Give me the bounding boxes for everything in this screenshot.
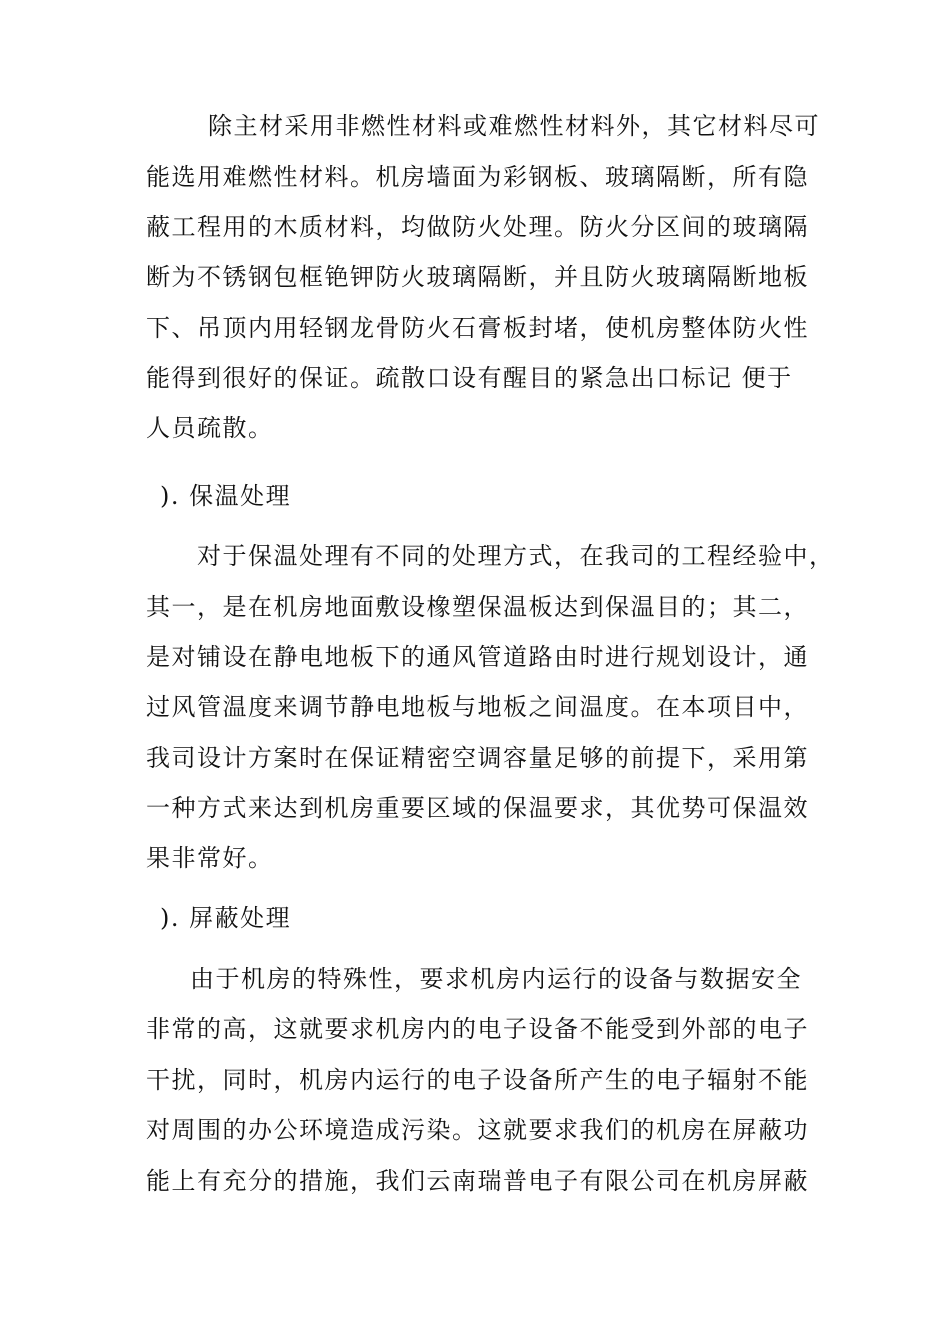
fireproof-line-2: 能选用难燃性材料。机房墙面为彩钢板、玻璃隔断，所有隐: [146, 163, 809, 191]
shielding-heading: ). 屏蔽处理: [160, 904, 292, 932]
shielding-line-5: 能上有充分的措施，我们云南瑞普电子有限公司在机房屏蔽: [146, 1167, 809, 1195]
fireproof-line-6: 能得到很好的保证。疏散口设有醒目的紧急出口标记 便于: [146, 364, 793, 392]
fireproof-line-4: 断为不锈钢包框铯钾防火玻璃隔断，并且防火玻璃隔断地板: [146, 263, 809, 291]
insulation-line-2: 其一，是在机房地面敷设橡塑保温板达到保温目的；其二，: [146, 593, 809, 621]
insulation-line-4: 过风管温度来调节静电地板与地板之间温度。在本项目中，: [146, 693, 809, 721]
shielding-line-1: 由于机房的特殊性，要求机房内运行的设备与数据安全: [190, 965, 802, 993]
insulation-heading: ). 保温处理: [160, 482, 292, 510]
insulation-line-5: 我司设计方案时在保证精密空调容量足够的前提下，采用第: [146, 744, 809, 772]
fireproof-line-5: 下、吊顶内用轻钢龙骨防火石膏板封堵，使机房整体防火性: [146, 314, 809, 342]
insulation-line-1: 对于保温处理有不同的处理方式，在我司的工程经验中，: [197, 542, 835, 570]
shielding-line-2: 非常的高，这就要求机房内的电子设备不能受到外部的电子: [146, 1015, 809, 1043]
shielding-line-3: 干扰，同时，机房内运行的电子设备所产生的电子辐射不能: [146, 1066, 809, 1094]
insulation-line-3: 是对铺设在静电地板下的通风管道路由时进行规划设计，通: [146, 643, 809, 671]
fireproof-line-1: 除主材采用非燃性材料或难燃性材料外，其它材料尽可: [208, 112, 820, 140]
fireproof-line-7: 人员疏散。: [146, 414, 274, 442]
insulation-line-7: 果非常好。: [146, 844, 274, 872]
shielding-line-4: 对周围的办公环境造成污染。这就要求我们的机房在屏蔽功: [146, 1116, 809, 1144]
fireproof-line-3: 蔽工程用的木质材料，均做防火处理。防火分区间的玻璃隔: [146, 213, 809, 241]
insulation-line-6: 一种方式来达到机房重要区域的保温要求，其优势可保温效: [146, 794, 809, 822]
